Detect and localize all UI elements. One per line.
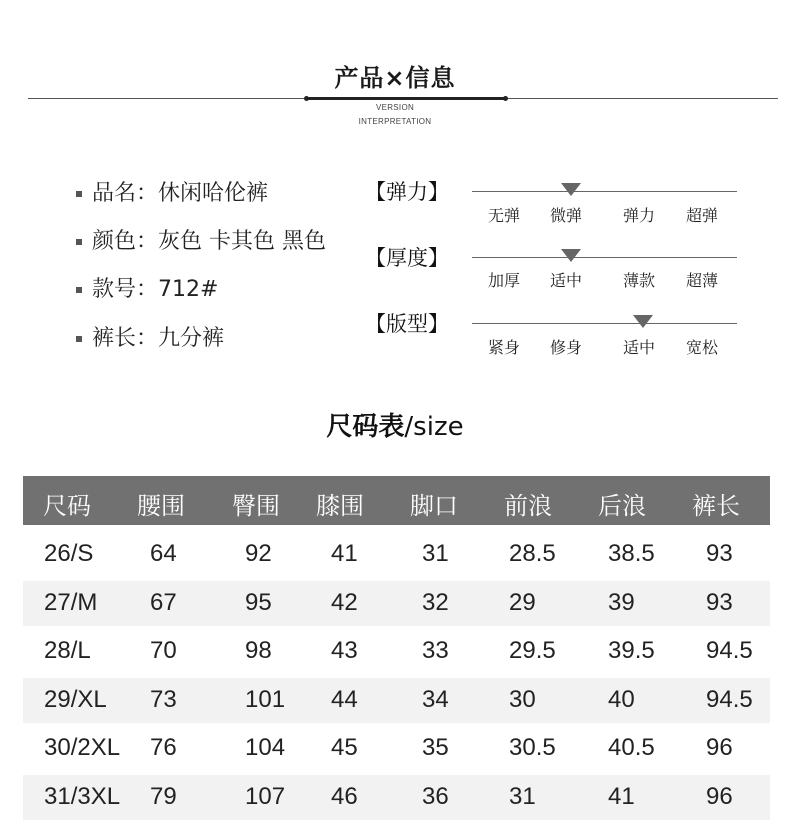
table-cell: 94.5 [706,686,753,713]
table-cell: 31 [509,783,536,810]
column-header: 尺码 [43,492,91,520]
table-cell: 30 [509,686,536,713]
table-cell: 42 [331,589,358,616]
scale-option: 加厚 [488,271,521,290]
column-header: 前浪 [504,492,552,520]
size-table-title-en: size [413,412,464,442]
info-item-style-number [76,272,218,303]
info-colon: ： [136,229,159,254]
table-cell: 101 [245,686,286,713]
table-cell: 79 [150,783,177,810]
table-cell: 46 [331,783,358,810]
scale-option: 微弹 [550,206,583,225]
table-row-stripe [23,775,770,820]
table-cell: 45 [331,734,358,761]
scale-option: 无弹 [488,206,521,225]
scale-option: 宽松 [686,338,719,357]
scale-option: 超薄 [686,271,719,290]
info-value: 712# [158,277,219,302]
column-header: 腰围 [137,492,185,520]
table-cell: 26/S [44,540,94,567]
bullet-icon [76,191,82,197]
table-cell: 104 [245,734,286,761]
scale-label-fit: 【版型】 [365,312,449,336]
table-cell: 64 [150,540,177,567]
bullet-icon [76,287,82,293]
scale-line-fit [472,323,737,324]
table-cell: 40.5 [608,734,655,761]
bullet-icon [76,239,82,245]
column-header: 脚口 [410,492,458,520]
scale-marker-thickness-icon [561,249,581,262]
table-cell: 107 [245,783,286,810]
table-cell: 33 [422,637,449,664]
table-cell: 32 [422,589,449,616]
table-cell: 41 [608,783,635,810]
table-cell: 93 [706,540,733,567]
info-label: 款号 [92,277,137,302]
info-label: 品名 [92,181,137,206]
table-cell: 96 [706,783,733,810]
scale-option: 紧身 [488,338,521,357]
table-cell: 36 [422,783,449,810]
size-table-title-sep: / [404,412,414,442]
info-item-name [76,176,268,207]
size-table-title [0,406,790,443]
table-cell: 29 [509,589,536,616]
table-cell: 76 [150,734,177,761]
table-cell: 34 [422,686,449,713]
column-header: 臀围 [232,492,280,520]
info-label: 颜色 [92,229,137,254]
table-row-stripe [23,678,770,723]
table-cell: 29.5 [509,637,556,664]
table-cell: 44 [331,686,358,713]
bullet-icon [76,336,82,342]
size-table-title-cn: 尺码表 [326,412,405,442]
info-value: 九分裤 [158,326,225,351]
scale-label-thickness: 【厚度】 [365,246,449,270]
table-cell: 35 [422,734,449,761]
table-cell: 92 [245,540,272,567]
table-cell: 43 [331,637,358,664]
header-dot-left [304,96,309,101]
table-cell: 38.5 [608,540,655,567]
column-header: 膝围 [316,492,364,520]
scale-option: 适中 [623,338,656,357]
info-label: 裤长 [92,326,137,351]
scale-option: 修身 [550,338,583,357]
table-cell: 31 [422,540,449,567]
header-dot-right [503,96,508,101]
scale-option: 适中 [550,271,583,290]
info-colon: ： [136,326,159,351]
column-header: 后浪 [598,492,646,520]
scale-marker-elasticity-icon [561,183,581,196]
scale-option: 薄款 [623,271,656,290]
scale-option: 弹力 [623,206,656,225]
table-cell: 28/L [44,637,91,664]
scale-line-thickness [472,257,737,258]
info-item-color [76,224,326,255]
table-cell: 30/2XL [44,734,121,761]
info-item-length [76,321,224,352]
scale-label-elasticity: 【弹力】 [365,180,449,204]
table-cell: 31/3XL [44,783,121,810]
table-cell: 95 [245,589,272,616]
info-value: 休闲哈伦裤 [158,181,269,206]
table-cell: 40 [608,686,635,713]
info-value: 灰色 卡其色 黑色 [158,229,327,254]
table-cell: 73 [150,686,177,713]
table-cell: 67 [150,589,177,616]
table-cell: 96 [706,734,733,761]
info-colon: ： [136,181,159,206]
scale-option: 超弹 [686,206,719,225]
size-table-header [23,476,770,525]
table-cell: 70 [150,637,177,664]
table-cell: 93 [706,589,733,616]
table-cell: 27/M [44,589,98,616]
table-cell: 30.5 [509,734,556,761]
table-cell: 29/XL [44,686,107,713]
table-cell: 28.5 [509,540,556,567]
table-cell: 39 [608,589,635,616]
page-title: 产品×信息 [334,64,456,92]
column-header: 裤长 [692,492,740,520]
table-cell: 39.5 [608,637,655,664]
table-cell: 41 [331,540,358,567]
header-subtitle-interpretation: INTERPRETATION [358,117,432,126]
header-accent-bar [307,97,505,100]
scale-marker-fit-icon [633,315,653,328]
info-colon: ： [136,277,159,302]
header-subtitle-version: VERSION [375,103,415,112]
table-row-stripe [23,581,770,626]
table-cell: 94.5 [706,637,753,664]
scale-line-elasticity [472,191,737,192]
table-cell: 98 [245,637,272,664]
